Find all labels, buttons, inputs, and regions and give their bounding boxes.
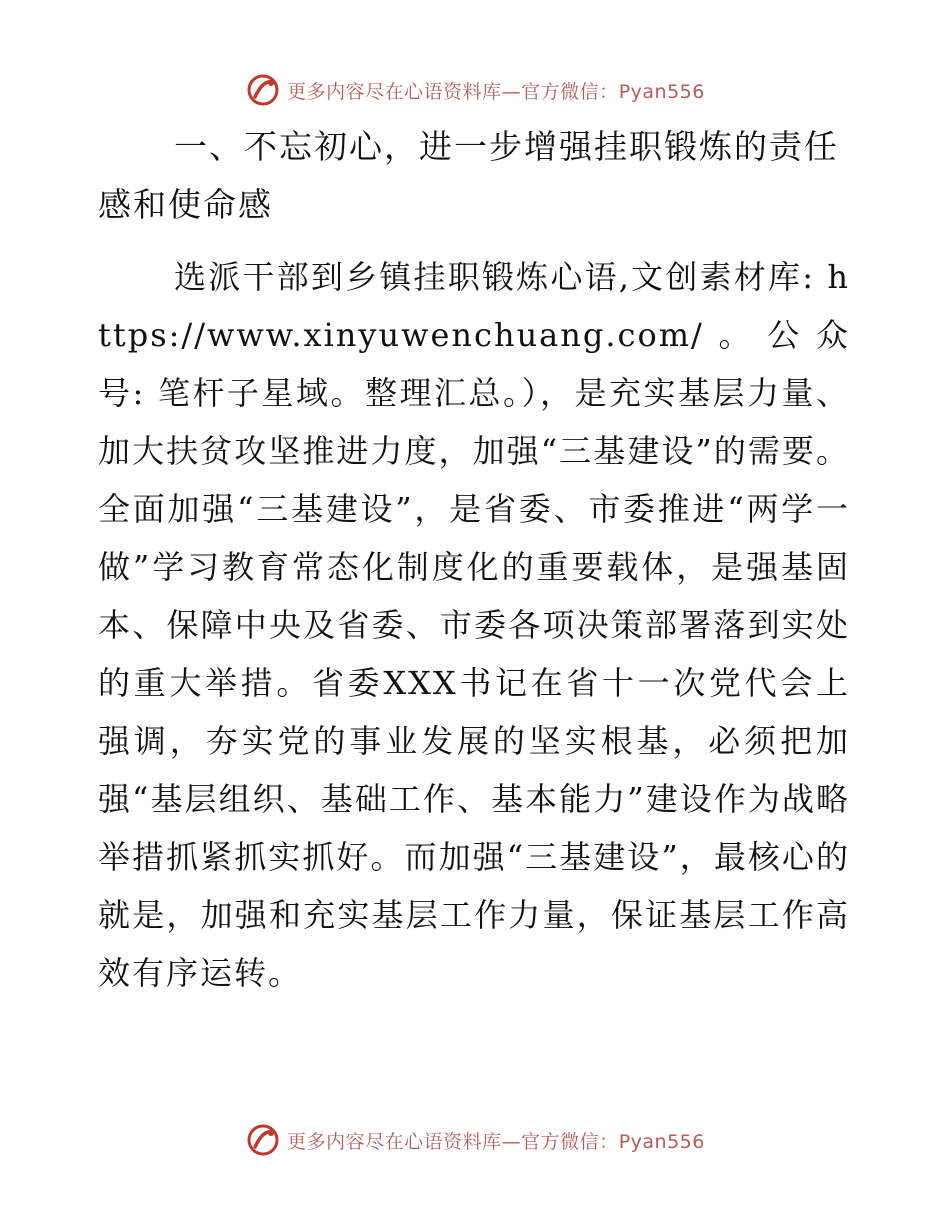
document-page [98,118,850,1002]
header-watermark-banner [0,70,950,110]
banner-wechat-id: Pyan556 [618,80,705,103]
banner-separator: — [501,1130,522,1153]
banner-text [287,77,705,104]
body-paragraph: 选派干部到乡镇挂职锻炼心语,文创素材库: https://www.xinyuwenchuang.com/。公众号: 笔杆子星域。整理汇总。），是充实基层力量、加大扶贫攻坚推进力度，加强“三基建设”的需要。全面加强“三基建设”，是省委、市委推进“两学一做”学习教育常态化制度化的重要载体，是强基固本、保障中央及省委、市委各项决策部署落到实处的重大举措。省委XXX书记在省十一次党代会上强调，夯实党的事业发展的坚实根基，必须把加强“基层组织、基础工作、基本能力”建设作为战略举措抓紧抓实抓好。而加强“三基建设”，最核心的就是，加强和充实基层工作力量，保证基层工作高效有序运转。 [98,258,850,992]
section-heading: 一、不忘初心，进一步增强挂职锻炼的责任感和使命感 [98,127,839,224]
banner-wechat-id: Pyan556 [618,1130,705,1153]
banner-text [287,1127,705,1154]
banner-main-text: 更多内容尽在心语资料库 [287,1130,502,1153]
banner-wechat-label: 官方微信： [521,80,619,103]
footer-watermark-banner [0,1120,950,1160]
banner-main-text: 更多内容尽在心语资料库 [287,80,502,103]
banner-separator: — [501,80,522,103]
banner-wechat-label: 官方微信： [521,1130,619,1153]
red-brush-logo-icon [245,1122,281,1158]
red-brush-logo-icon [245,72,281,108]
